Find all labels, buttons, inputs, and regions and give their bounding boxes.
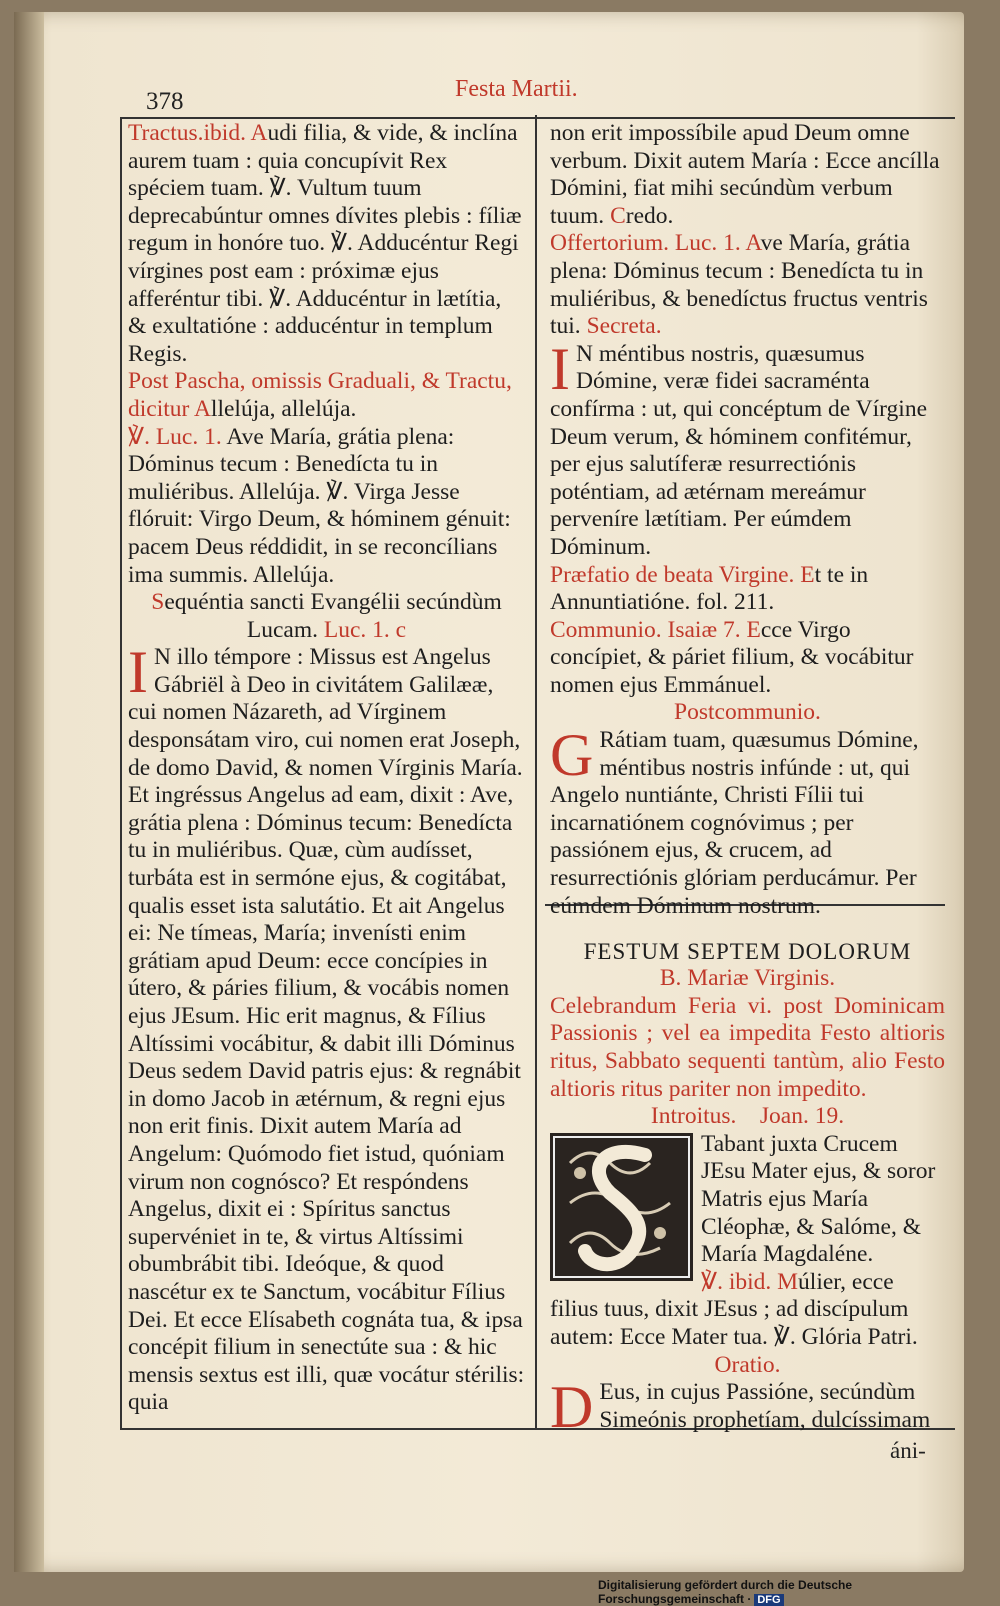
credo-initial: C (610, 202, 626, 229)
sequentia-text: equéntia sancti Evangélii secúndùm (164, 589, 502, 616)
oratio-drop-initial: D (550, 1374, 594, 1441)
versus2-paragraph (550, 1269, 945, 1352)
left-column (128, 120, 525, 1417)
gospel-continuation (550, 120, 945, 230)
versus2-text: úlier, ecce filius tuus, dixit JEsus ; ad discípulum autem: Ecce Mater tua. ℣. Glória Patri. (550, 1268, 918, 1350)
post-pascha-paragraph (128, 368, 525, 423)
praefatio-paragraph (550, 562, 945, 617)
communio-label: Communio. Isaiæ 7. (550, 616, 741, 643)
praefatio-label: Præfatio de beata Virgine. (550, 561, 795, 588)
versus2-label: ℣. ibid. (701, 1268, 772, 1295)
ornamental-initial-s (550, 1133, 693, 1281)
gospel-cont-text: non erit impossíbile apud Deum omne verbum. Dixit autem María : Ecce ancílla Dómini, fiat mihi secúndùm verbum tuum. (550, 120, 940, 229)
secreta-paragraph (550, 335, 945, 562)
feast-rubric: Celebrandum Feria vi. post Dominicam Passionis ; vel ea impedita Festo altioris ritus, Sabbato sequenti tantùm, alio Festo altioris ritus pariter non impedito. (550, 992, 945, 1102)
tractus-paragraph (128, 120, 525, 368)
sequentia-initial: S (151, 589, 165, 616)
tractus-label: Tractus.ibid. (128, 120, 246, 146)
running-head: Festa Martii. (455, 76, 578, 102)
postcommunio-heading: Postcommunio. (674, 699, 821, 726)
oratio-paragraph (550, 1374, 945, 1441)
secreta-drop-initial: I (550, 335, 570, 402)
left-rule (120, 117, 122, 1430)
secreta-label: Secreta. (586, 313, 662, 340)
tractus-text: udi filia, & vide, & inclína aurem tuam : quia concupívit Rex spéciem tuam. ℣. Vultum tuum deprecabúntur omnes dívites plebis : fíliæ regum in honóre tuo. ℣. Adducéntur Regi vírgines post eam : próximæ ejus afferéntur tibi. ℣. Adducéntur in lætítia, & exultatióne : adducéntur in templum Regis. (128, 120, 522, 367)
introitus-heading (550, 1103, 945, 1131)
postcommunio-paragraph (550, 722, 945, 920)
catchword: áni- (890, 1438, 926, 1463)
oratio-heading: Oratio. (714, 1351, 781, 1378)
tractus-initial: A (250, 120, 268, 146)
right-column (550, 120, 945, 1441)
versus2-initial: M (777, 1268, 799, 1295)
credo-text: redo. (625, 202, 674, 229)
offertorium-text: ve María, grátia plena: Dóminus tecum : Benedícta tu in muliéribus, & benedíctus fructus ventris tui. (550, 230, 928, 340)
dfg-logo: DFG (754, 1594, 783, 1606)
sequentia-ref: Luc. 1. c (323, 616, 407, 643)
section-spacer (550, 920, 945, 938)
column-divider (535, 115, 537, 1428)
oratio-text: Eus, in cujus Passióne, secúndùm Simeónis prophetíam, dulcíssimam (599, 1379, 931, 1433)
offertorium-initial: A (745, 230, 761, 257)
digitization-footer (598, 1578, 1000, 1606)
praefatio-text: t te in Annuntiatióne. fol. 211. (550, 561, 869, 616)
versus-text: Ave María, grátia plena: Dóminus tecum : Benedícta tu in muliéribus. Allelúja. ℣. Virga Jesse flóruit: Virgo Deum, & hóminem génuit: pacem Deus réddidit, in se reconcílians ima summis. Allelúja. (128, 423, 511, 588)
introitus-ref: Joan. 19. (759, 1103, 845, 1130)
gospel-paragraph (128, 639, 525, 1417)
postcommunio-drop-initial: G (550, 722, 594, 789)
post-pascha-label: Post Pascha, omissis Graduali, & Tractu, dicitur (128, 368, 512, 422)
book-gutter (14, 12, 44, 1572)
secreta-text: N méntibus nostris, quæsumus Dómine, veræ fidei sacraménta confírma : ut, qui concéptum de Vírgine Deum verum, & hóminem confitémur, per ejus salutíferæ resurrectiónis poténtiam, ad ætérnam mereámur perveníre lætítiam. Per eúmdem Dóminum. (550, 340, 927, 560)
postcommunio-text: Rátiam tuam, quæsumus Dómine, méntibus nostris infúnde : ut, qui Angelo nuntiánte, Christi Fílii tui incarnatiónem cognóvimus ; per passiónem ejus, & crucem, ad resurrectiónis glóriam perducámur. Per eúmdem Dóminum nostrum. (550, 727, 919, 919)
gospel-text: N illo témpore : Missus est Angelus Gábriël à Deo in civitátem Galilææ, cui nomen Názareth, ad Vírginem desponsátam viro, cui nomen erat Joseph, de domo David, & nomen Vírginis María. Et ingréssus Angelus ad eam, dixit : Ave, grátia plena : Dóminus tecum: Benedícta tu in muliéribus. Quæ, cùm audísset, turbáta est in sermóne ejus, & cogitábat, qualis esset ista salutátio. Et ait Angelus ei: Ne tímeas, María; invenísti enim grátiam apud Deum: ecce concípies in útero, & páries filium, & vocábis nomen ejus JEsum. Hic erit magnus, & Fílius Altíssimi vocábitur, & dabit illi Dóminus Deus sedem David patris ejus: & regnábit in domo Jacob in ætérnum, & regni ejus non erit finis. Dixit autem María ad Angelum: Quómodo fiet istud, quóniam virum non cognósco? Et respóndens Angelus, dixit ei : Spíritus sanctus supervéniet in te, & virtus Altíssimi obumbrábit tibi. Ideóque, & quod nascétur ex te Sanctum, vocábitur Fílius Dei. Et ecce Elísabeth cognáta tua, & ipsa concépit filium in senectúte sua : & hic mensis sextus est illi, quæ vocátur stérilis: quia (128, 644, 525, 1416)
post-pascha-initial: A (193, 395, 211, 422)
offertorium-paragraph (550, 230, 945, 340)
feast-title: FESTUM SEPTEM DOLORUM (583, 939, 912, 965)
communio-text: cce Virgo concípiet, & páriet filium, & vocábitur nomen ejus Emmánuel. (550, 616, 914, 698)
top-rule (120, 117, 955, 119)
offertorium-label: Offertorium. Luc. 1. (550, 230, 741, 257)
sequentia-line2: Lucam. (246, 616, 319, 643)
versus-label: ℣. Luc. 1. (128, 423, 222, 450)
introitus-text: Tabant juxta Crucem JEsu Mater ejus, & soror Matris ejus María Cléophæ, & Salóme, & María Magdaléne. (701, 1130, 936, 1268)
page-number: 378 (146, 88, 184, 115)
feast-subtitle: B. Mariæ Virginis. (659, 965, 836, 992)
communio-initial: E (746, 616, 761, 643)
versus-paragraph (128, 424, 525, 590)
introitus-paragraph (550, 1131, 945, 1269)
praefatio-initial: E (800, 561, 815, 588)
gospel-drop-initial: I (128, 639, 148, 706)
post-pascha-text: llelúja, allelúja. (210, 395, 357, 422)
ornamental-s-icon (550, 1133, 693, 1281)
footer-text: Digitalisierung gefördert durch die Deutsche Forschungsgemeinschaft · (598, 1578, 853, 1606)
introitus-label: Introitus. (650, 1103, 737, 1130)
communio-paragraph (550, 617, 945, 700)
sequentia-heading (128, 589, 525, 644)
